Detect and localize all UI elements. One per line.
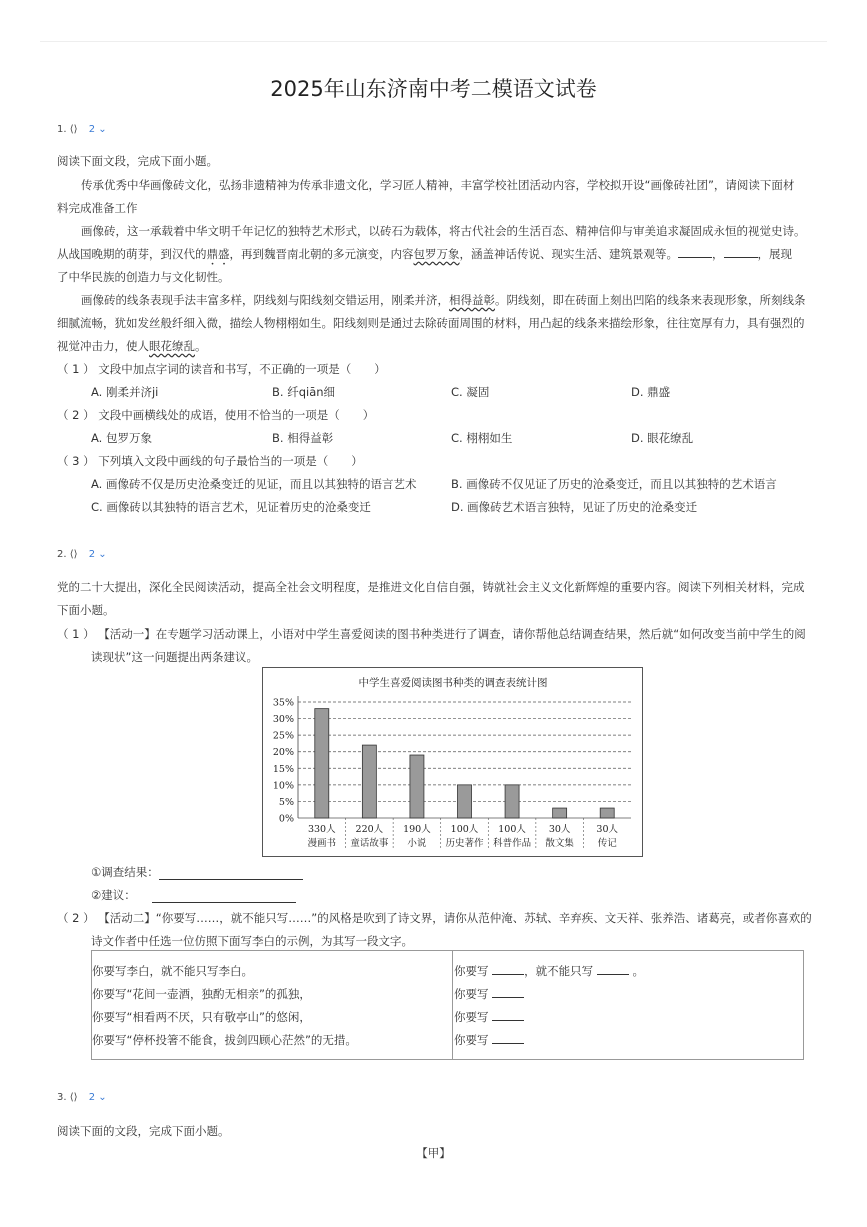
page-title: 2025年山东济南中考二模语文试卷 <box>270 77 597 101</box>
blank-1 <box>678 247 712 258</box>
bar <box>505 785 519 818</box>
bar <box>600 808 614 818</box>
score-dropdown[interactable]: 2 ⌄ <box>88 1092 107 1103</box>
bar-count-label: 100人 <box>498 824 526 835</box>
x-tick-label: 漫画书 <box>307 838 337 849</box>
x-tick-label: 历史著作 <box>445 838 484 849</box>
option-a[interactable]: A. 刚柔并济ji <box>91 385 159 399</box>
q1-para3c: 视觉冲击力，使人眼花缭乱。 <box>57 339 207 353</box>
option-a[interactable]: A. 包罗万象 <box>91 431 152 445</box>
y-tick-label: 30% <box>272 714 294 726</box>
x-tick-label: 科普作品 <box>493 838 532 849</box>
q1-sub3: （ 3 ） 下列填入文段中画线的句子最恰当的一项是（ ） <box>57 454 363 468</box>
chart-title: 中学生喜爱阅读图书种类的调查表统计图 <box>358 677 548 689</box>
option-c[interactable]: C. 栩栩如生 <box>451 431 513 445</box>
fill-blank[interactable] <box>492 987 524 998</box>
bar <box>410 755 424 818</box>
question-number: 1. <box>57 124 67 135</box>
fill-blank[interactable] <box>492 1010 524 1021</box>
q1-lead: 阅读下面文段，完成下面小题。 <box>57 154 218 168</box>
y-tick-label: 35% <box>272 697 294 709</box>
fill-blank[interactable] <box>597 964 629 975</box>
q1-para3a: 画像砖的线条表现手法丰富多样，阴线刻与阳线刻交错运用，刚柔并济，相得益彰。阴线刻，即在砖面上刻出凹陷的线条来表现形象，所刻线条 <box>81 293 806 307</box>
table-left-line: 你要写“相看两不厌，只有敬亭山”的悠闲， <box>92 1010 311 1024</box>
section-mark: 【甲】 <box>416 1146 451 1160</box>
question-3-header <box>57 1092 107 1103</box>
q2-sub1b: 读现状”这一问题提出两条建议。 <box>91 650 258 664</box>
table-right-line: 你要写 ，就不能只写 。 <box>454 964 644 978</box>
y-tick-label: 10% <box>272 780 294 792</box>
option-a[interactable]: A. 画像砖不仅是历史沧桑变迁的见证，而且以其独特的语言艺术 <box>91 477 417 491</box>
chevron-down-icon: ⌄ <box>98 549 107 560</box>
chart-svg <box>263 668 642 856</box>
x-tick-label: 散文集 <box>545 838 574 849</box>
bar <box>315 709 329 818</box>
bar-count-label: 190人 <box>403 824 431 835</box>
q1-para1b: 料完成准备工作 <box>57 201 138 215</box>
x-tick-label: 小说 <box>407 838 427 849</box>
y-tick-label: 25% <box>272 730 294 742</box>
x-tick-label: 传记 <box>597 838 617 849</box>
bar-chart <box>262 667 643 857</box>
top-divider <box>40 41 827 42</box>
bar-count-label: 30人 <box>548 824 571 835</box>
bar-count-label: 330人 <box>307 824 336 835</box>
bar <box>458 785 472 818</box>
q1-sub1: （ 1 ） 文段中加点字词的读音和书写，不正确的一项是（ ） <box>57 362 386 376</box>
q2-lead-b: 下面小题。 <box>57 603 115 617</box>
bar <box>362 745 376 818</box>
q1-sub2: （ 2 ） 文段中画横线处的成语，使用不恰当的一项是（ ） <box>57 408 375 422</box>
advice-answer-line[interactable] <box>152 892 296 903</box>
y-tick-label: 20% <box>272 747 294 759</box>
question-number: 3. <box>57 1092 67 1103</box>
q2-sub2a: （ 2 ） 【活动二】“你要写……，就不能只写……”的风格是吹到了诗文界，请你从范仲淹、苏轼、辛弃疾、文天祥、张养浩、诸葛亮，或者你喜欢的 <box>57 911 812 925</box>
table-right-line: 你要写 <box>454 1009 524 1025</box>
q1-para2b: 从战国晚期的萌芽，到汉代的鼎盛，再到魏晋南北朝的多元演变，内容包罗万象，涵盖神话传说、现实生活、建筑景观等。 ， ，展现 <box>57 247 792 261</box>
bracket-icon: ⟨⟩ <box>69 1092 78 1103</box>
option-b[interactable]: B. 相得益彰 <box>272 431 334 445</box>
table-left-line: 你要写“花间一壶酒，独酌无相亲”的孤独， <box>92 987 311 1001</box>
option-c[interactable]: C. 凝固 <box>451 385 490 399</box>
q2-sub2b: 诗文作者中任选一位仿照下面写李白的示例，为其写一段文字。 <box>91 934 413 948</box>
result-answer-line[interactable] <box>159 869 303 880</box>
y-tick-label: 5% <box>278 796 294 808</box>
survey-result-row: ①调查结果： <box>91 864 845 880</box>
q1-para3b: 细腻流畅，犹如发丝般纤细入微，描绘人物栩栩如生。阳线刻则是通过去除砖面周围的材料，用凸起的线条来描绘形象，往往宽厚有力，具有强烈的 <box>57 316 805 330</box>
x-tick-label: 童话故事 <box>350 838 389 849</box>
chevron-down-icon: ⌄ <box>98 124 107 135</box>
q2-lead-a: 党的二十大提出，深化全民阅读活动，提高全社会文明程度，是推进文化自信自强，铸就社会主义文化新辉煌的重要内容。阅读下列相关材料，完成 <box>57 580 805 594</box>
blank-2 <box>724 247 758 258</box>
q3-lead: 阅读下面的文段，完成下面小题。 <box>57 1124 230 1138</box>
table-divider <box>452 951 453 1059</box>
option-d[interactable]: D. 眼花缭乱 <box>631 431 694 445</box>
fill-blank[interactable] <box>492 964 524 975</box>
question-2-header <box>57 549 107 560</box>
chevron-down-icon: ⌄ <box>98 1092 107 1103</box>
table-right-line: 你要写 <box>454 1032 524 1048</box>
option-d[interactable]: D. 画像砖艺术语言独特，见证了历史的沧桑变迁 <box>451 500 698 514</box>
score-dropdown[interactable]: 2 ⌄ <box>88 124 107 135</box>
y-tick-label: 15% <box>272 763 294 775</box>
q1-para1a: 传承优秀中华画像砖文化，弘扬非遗精神为传承非遗文化，学习匠人精神，丰富学校社团活动内容，学校拟开设“画像砖社团”，请阅读下面材 <box>81 178 795 192</box>
question-number: 2. <box>57 549 67 560</box>
q1-para2c: 了中华民族的创造力与文化韧性。 <box>57 270 230 284</box>
example-table <box>91 950 804 1060</box>
table-left-line: 你要写李白，就不能只写李白。 <box>92 964 253 978</box>
bar-count-label: 30人 <box>596 824 619 835</box>
option-b[interactable]: B. 画像砖不仅见证了历史的沧桑变迁，而且以其独特的艺术语言 <box>451 477 777 491</box>
y-tick-label: 0% <box>278 813 294 825</box>
question-1-header <box>57 124 107 135</box>
table-left-line: 你要写“停杯投箸不能食，拔剑四顾心茫然”的无措。 <box>92 1033 357 1047</box>
score-dropdown[interactable]: 2 ⌄ <box>88 549 107 560</box>
fill-blank[interactable] <box>492 1033 524 1044</box>
bracket-icon: ⟨⟩ <box>69 549 78 560</box>
bar-count-label: 100人 <box>450 824 479 835</box>
q1-para2a: 画像砖，这一承载着中华文明千年记忆的独特艺术形式，以砖石为载体，将古代社会的生活百态、精神信仰与审美追求凝固成永恒的视觉史诗。 <box>81 224 806 238</box>
advice-row: ②建议： <box>91 887 845 903</box>
bracket-icon: ⟨⟩ <box>69 124 78 135</box>
q2-sub1a: （ 1 ） 【活动一】在专题学习活动课上，小语对中学生喜爱阅读的图书种类进行了调查，请你帮他总结调查结果，然后就“如何改变当前中学生的阅 <box>57 627 806 641</box>
option-c[interactable]: C. 画像砖以其独特的语言艺术，见证着历史的沧桑变迁 <box>91 500 371 514</box>
option-b[interactable]: B. 纤qiān细 <box>272 385 336 399</box>
bar <box>553 808 567 818</box>
option-d[interactable]: D. 鼎盛 <box>631 385 671 399</box>
table-right-line: 你要写 <box>454 986 524 1002</box>
bar-count-label: 220人 <box>355 824 384 835</box>
